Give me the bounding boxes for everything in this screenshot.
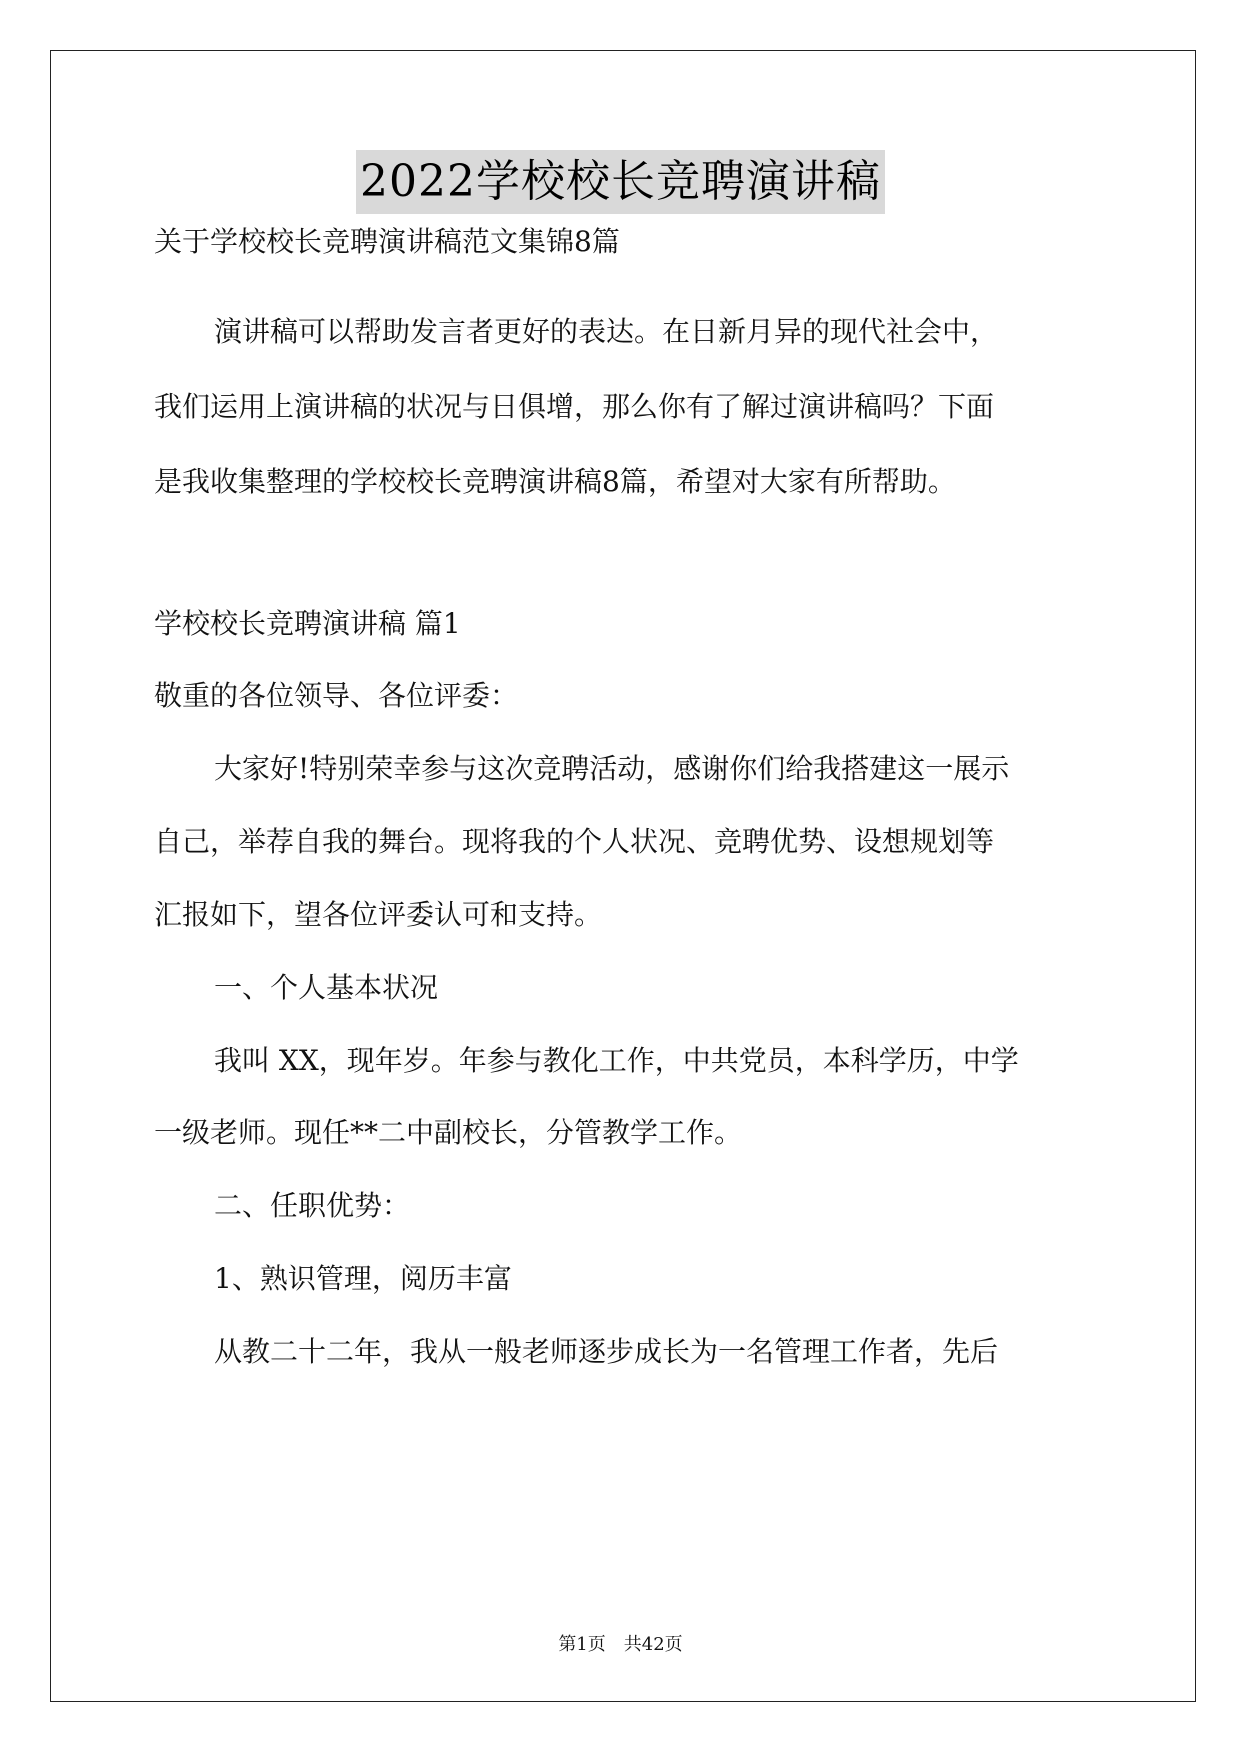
paragraph-line: 是我收集整理的学校校长竞聘演讲稿8篇，希望对大家有所帮助。	[154, 465, 956, 498]
total-pages: 共42页	[623, 1634, 683, 1655]
paragraph-line: 我叫 XX，现年岁。年参与教化工作，中共党员，本科学历，中学	[214, 1044, 1019, 1077]
subheading-line: 二、任职优势：	[214, 1189, 411, 1222]
page-number: 第1页	[558, 1634, 606, 1655]
subtitle-line: 关于学校校长竞聘演讲稿范文集锦8篇	[154, 225, 620, 258]
subheading-line: 1、熟识管理，阅历丰富	[214, 1262, 512, 1295]
document-title: 2022学校校长竞聘演讲稿	[356, 150, 885, 214]
paragraph-line: 演讲稿可以帮助发言者更好的表达。在日新月异的现代社会中，	[214, 315, 999, 348]
paragraph-line: 自己，举荐自我的舞台。现将我的个人状况、竞聘优势、设想规划等	[154, 825, 995, 858]
paragraph-line: 一级老师。现任**二中副校长，分管教学工作。	[154, 1116, 743, 1149]
page-border	[50, 50, 1196, 1702]
page-footer	[0, 1630, 1241, 1656]
paragraph-line: 大家好!特别荣幸参与这次竞聘活动，感谢你们给我搭建这一展示	[214, 752, 1010, 785]
title-container	[0, 150, 1241, 214]
paragraph-line: 我们运用上演讲稿的状况与日俱增，那么你有了解过演讲稿吗？下面	[154, 390, 995, 423]
paragraph-line: 汇报如下，望各位评委认可和支持。	[154, 898, 603, 931]
paragraph-line: 从教二十二年，我从一般老师逐步成长为一名管理工作者，先后	[214, 1335, 999, 1368]
subheading-line: 一、个人基本状况	[214, 971, 439, 1004]
salutation-line: 敬重的各位领导、各位评委：	[154, 679, 519, 712]
section-heading: 学校校长竞聘演讲稿 篇1	[154, 607, 461, 640]
